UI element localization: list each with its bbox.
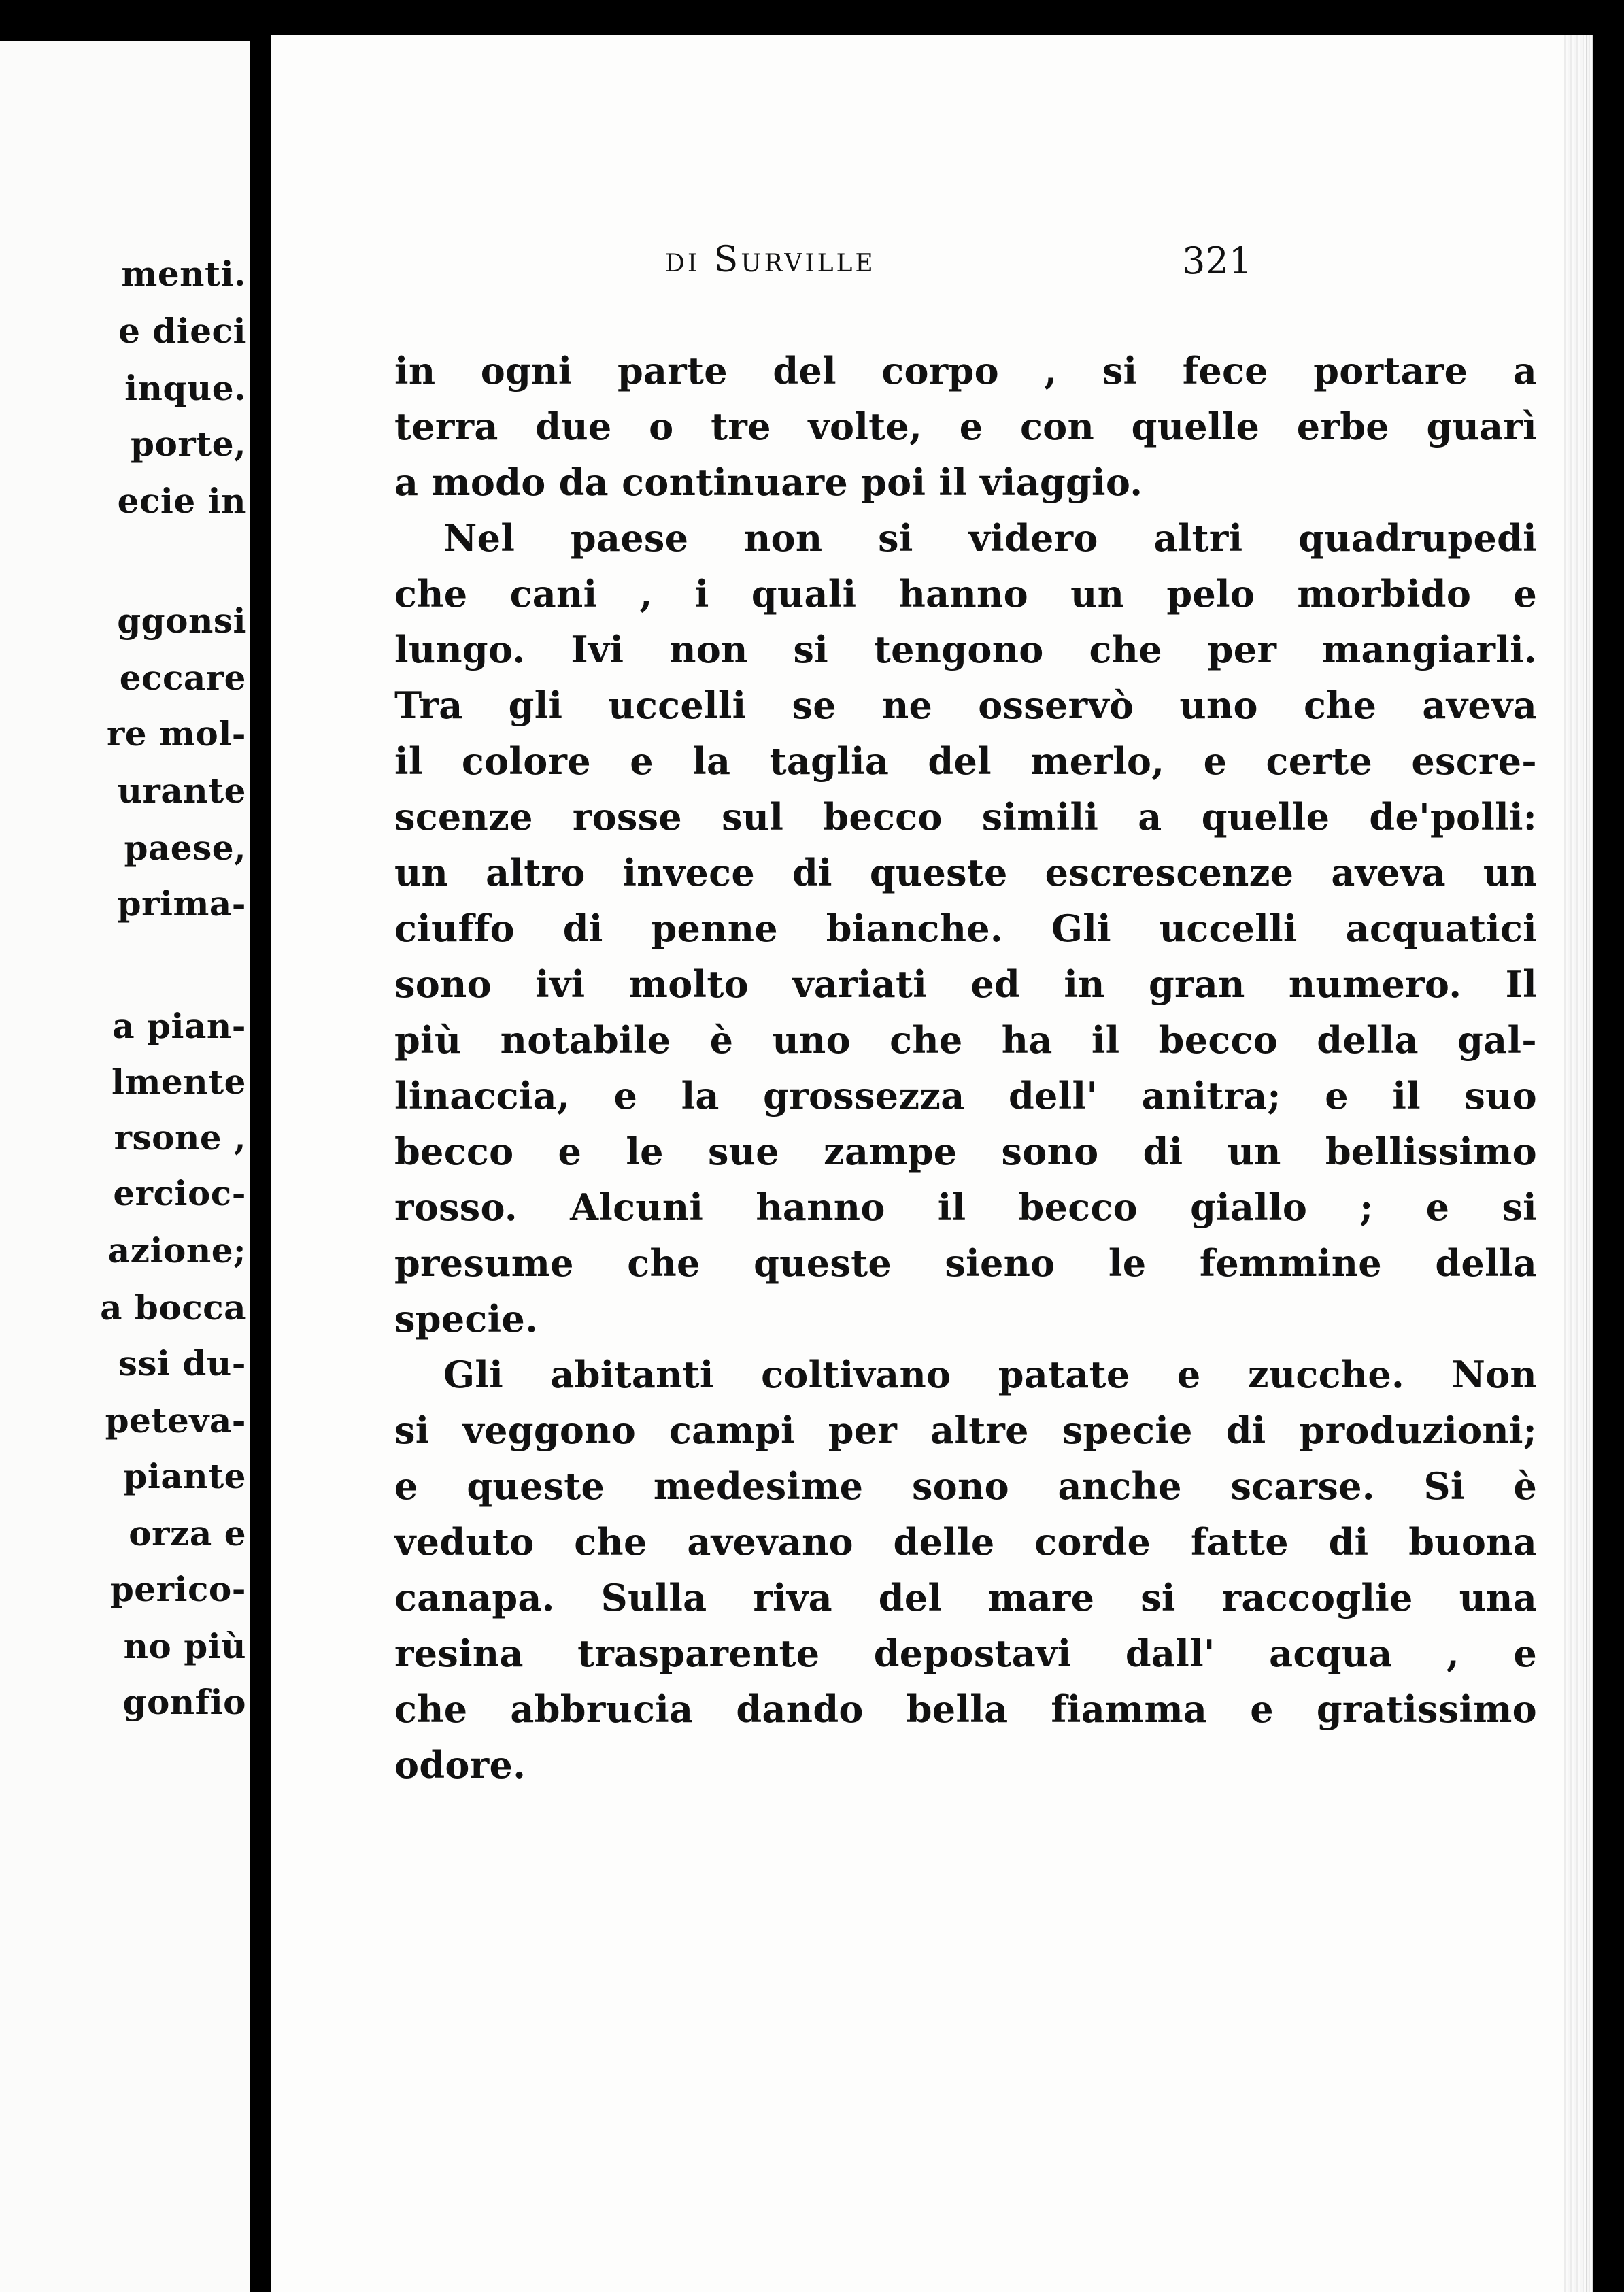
text-line: rosso. Alcuni hanno il becco giallo ; e si [394, 1185, 1537, 1229]
book-gutter [250, 0, 272, 2292]
paragraph [394, 510, 1537, 1347]
left-page-line: piante [123, 1456, 246, 1496]
text-line: becco e le sue zampe sono di un bellissimo [394, 1130, 1537, 1173]
text-line: lungo. Ivi non si tengono che per mangiarli. [394, 628, 1537, 671]
left-page-line: inque. [124, 368, 246, 408]
left-page-line: menti. [121, 254, 246, 294]
left-page-line: orza e [129, 1513, 246, 1553]
text-line: il colore e la taglia del merlo, e certe escre- [394, 739, 1537, 783]
left-page-line: eccare [119, 658, 246, 698]
text-line: Gli abitanti coltivano patate e zucche. Non [443, 1353, 1537, 1396]
page-header [271, 239, 1593, 287]
page-edge [1564, 35, 1593, 2292]
left-facing-page [0, 41, 250, 2292]
left-page-line: prima- [117, 883, 246, 924]
left-page-line: rsone , [114, 1117, 246, 1158]
paragraph [394, 343, 1537, 510]
text-line: che cani , i quali hanno un pelo morbido e [394, 572, 1537, 616]
left-page-line: lmente [112, 1062, 246, 1102]
text-line: in ogni parte del corpo , si fece portare a [394, 349, 1537, 392]
left-page-line: ggonsi [117, 601, 246, 641]
text-line: e queste medesime sono anche scarse. Si è [394, 1464, 1537, 1508]
text-line: a modo da continuare poi il viaggio. [394, 460, 1143, 504]
text-line: Tra gli uccelli se ne osservò uno che aveva [394, 684, 1537, 727]
text-line: canapa. Sulla riva del mare si raccoglie una [394, 1576, 1537, 1619]
text-line: linaccia, e la grossezza dell' anitra; e il suo [394, 1074, 1537, 1117]
left-page-line: azione; [107, 1230, 246, 1270]
text-line: scenze rosse sul becco simili a quelle de'polli: [394, 795, 1537, 839]
body-text [394, 343, 1537, 1793]
left-page-line: urante [117, 771, 246, 811]
left-page-line: a bocca [100, 1287, 246, 1328]
text-line: si veggono campi per altre specie di produzioni; [394, 1409, 1537, 1452]
text-line: odore. [394, 1743, 526, 1787]
text-line: veduto che avevano delle corde fatte di buona [394, 1520, 1537, 1564]
left-page-line: e dieci [118, 311, 246, 351]
left-page-line: porte, [131, 424, 246, 464]
left-page-line: re mol- [106, 713, 246, 754]
left-page-line: ercioc- [113, 1173, 246, 1213]
text-line: che abbrucia dando bella fiamma e gratissimo [394, 1687, 1537, 1731]
paragraph [394, 1347, 1537, 1793]
text-line: più notabile è uno che ha il becco della gal- [394, 1018, 1537, 1062]
text-line: sono ivi molto variati ed in gran numero. Il [394, 962, 1537, 1006]
left-page-line: peteva- [105, 1400, 246, 1440]
right-page [271, 35, 1593, 2292]
text-line: ciuffo di penne bianche. Gli uccelli acquatici [394, 907, 1537, 950]
text-line: presume che queste sieno le femmine della [394, 1241, 1537, 1285]
left-page-line: ssi du- [118, 1343, 246, 1383]
left-page-line: paese, [124, 828, 246, 868]
left-page-line: perico- [109, 1569, 246, 1609]
left-page-line: a pian- [112, 1006, 246, 1046]
left-page-line: gonfio [122, 1682, 246, 1722]
text-line: Nel paese non si videro altri quadrupedi [443, 516, 1537, 560]
text-line: terra due o tre volte, e con quelle erbe guarì [394, 405, 1537, 448]
running-head: di Surville [665, 239, 876, 280]
text-line: resina trasparente depostavi dall' acqua , e [394, 1632, 1537, 1675]
left-page-line: no più [123, 1626, 246, 1666]
page-number: 321 [1182, 239, 1253, 282]
text-line: un altro invece di queste escrescenze aveva un [394, 851, 1537, 894]
text-line: specie. [394, 1297, 539, 1341]
left-page-line: ecie in [117, 481, 246, 521]
